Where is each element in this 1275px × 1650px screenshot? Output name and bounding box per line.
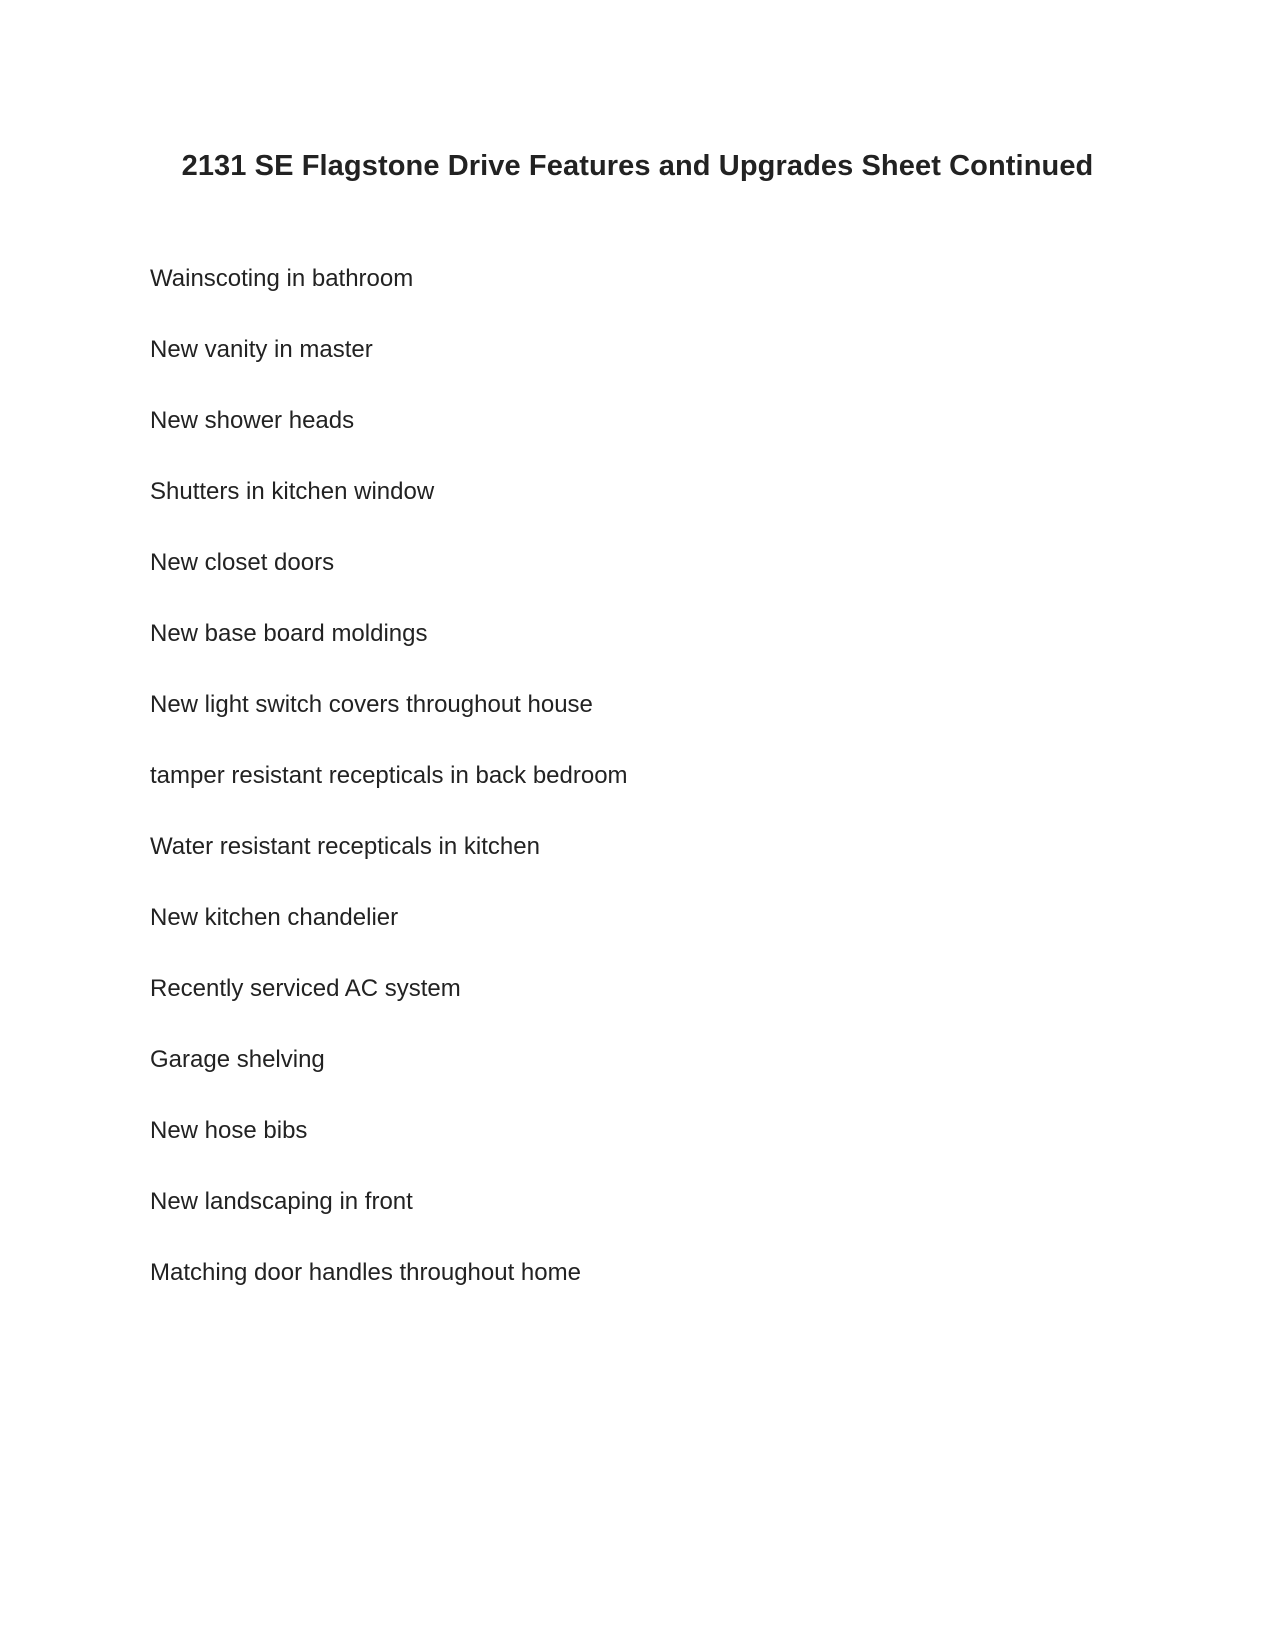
list-item: Wainscoting in bathroom [150, 265, 414, 292]
document-title: 2131 SE Flagstone Drive Features and Upgrades Sheet Continued [181, 150, 1094, 182]
list-item: New hose bibs [150, 1117, 308, 1144]
list-item: tamper resistant recepticals in back bedroom [150, 762, 628, 789]
list-item: Shutters in kitchen window [150, 478, 435, 505]
list-item: New base board moldings [150, 620, 428, 647]
list-item: New kitchen chandelier [150, 904, 399, 931]
list-item: New vanity in master [150, 336, 373, 363]
features-list [150, 262, 628, 1327]
list-item: Garage shelving [150, 1046, 325, 1073]
list-item: Recently serviced AC system [150, 975, 461, 1002]
list-item: Water resistant recepticals in kitchen [150, 833, 540, 860]
list-item: New landscaping in front [150, 1188, 413, 1215]
list-item: Matching door handles throughout home [150, 1259, 581, 1286]
list-item: New closet doors [150, 549, 335, 576]
list-item: New light switch covers throughout house [150, 691, 593, 718]
list-item: New shower heads [150, 407, 355, 434]
